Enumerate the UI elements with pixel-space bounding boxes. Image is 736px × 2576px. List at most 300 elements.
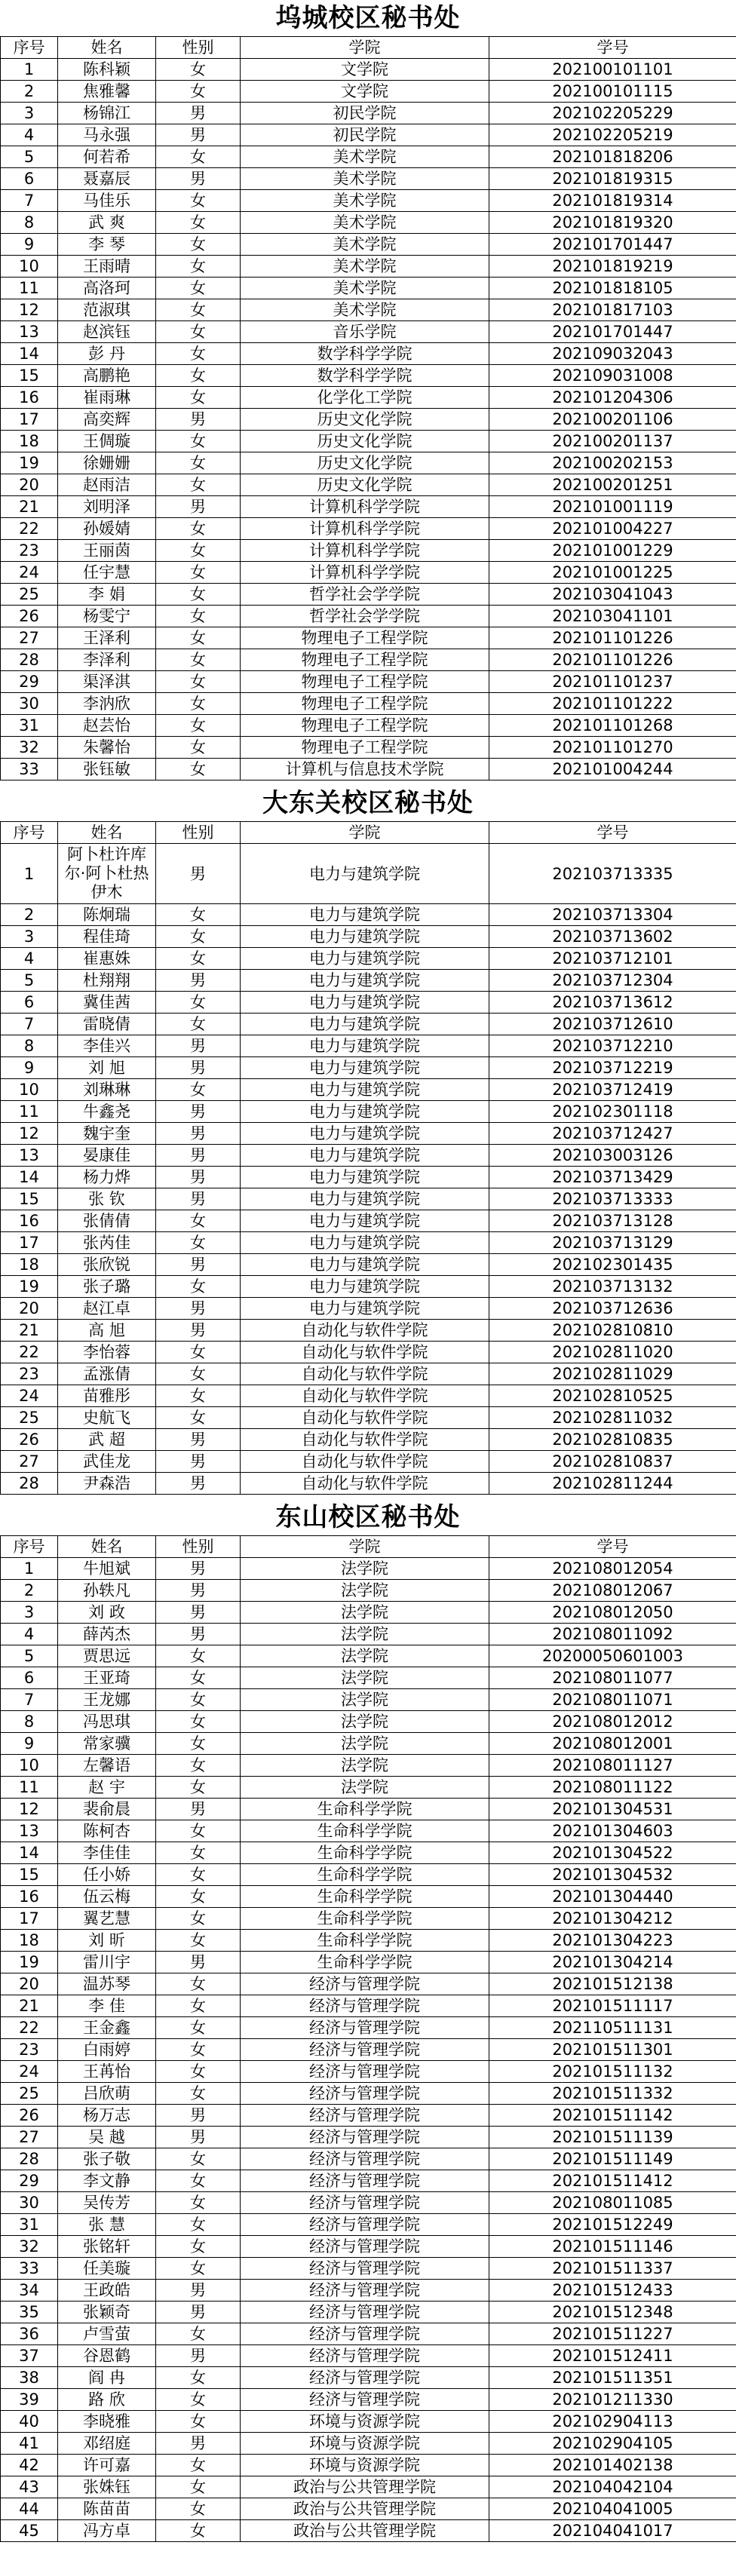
cell-college: 自动化与软件学院 bbox=[241, 1473, 489, 1495]
cell-student-id: 202108012054 bbox=[489, 1558, 736, 1580]
cell-seq: 14 bbox=[1, 1842, 58, 1864]
cell-college: 物理电子工程学院 bbox=[241, 715, 489, 737]
cell-seq: 19 bbox=[1, 1276, 58, 1298]
cell-college: 经济与管理学院 bbox=[241, 2258, 489, 2280]
cell-student-id: 202102811244 bbox=[489, 1473, 736, 1495]
cell-student-id: 202101818105 bbox=[489, 278, 736, 299]
cell-gender: 女 bbox=[156, 212, 241, 234]
cell-student-id: 202103713602 bbox=[489, 926, 736, 948]
cell-gender: 女 bbox=[156, 671, 241, 693]
table-row bbox=[1, 1385, 736, 1407]
table-row bbox=[1, 1864, 736, 1886]
cell-name: 牛旭斌 bbox=[58, 1558, 156, 1580]
cell-gender: 女 bbox=[156, 1973, 241, 1995]
cell-student-id: 202101304603 bbox=[489, 1820, 736, 1842]
cell-name: 陈柯杏 bbox=[58, 1820, 156, 1842]
cell-college: 经济与管理学院 bbox=[241, 2039, 489, 2061]
table-row bbox=[1, 2258, 736, 2280]
cell-college: 经济与管理学院 bbox=[241, 2148, 489, 2170]
cell-college: 美术学院 bbox=[241, 146, 489, 168]
cell-college: 自动化与软件学院 bbox=[241, 1342, 489, 1363]
column-header-student-id: 学号 bbox=[489, 1536, 736, 1558]
cell-seq: 9 bbox=[1, 1733, 58, 1755]
cell-seq: 14 bbox=[1, 1167, 58, 1188]
cell-college: 电力与建筑学院 bbox=[241, 1167, 489, 1188]
cell-gender: 女 bbox=[156, 1820, 241, 1842]
table-row bbox=[1, 1842, 736, 1864]
cell-student-id: 202101511117 bbox=[489, 1995, 736, 2017]
cell-seq: 17 bbox=[1, 1232, 58, 1254]
cell-college: 物理电子工程学院 bbox=[241, 693, 489, 715]
cell-gender: 男 bbox=[156, 1057, 241, 1079]
table-row bbox=[1, 1558, 736, 1580]
cell-seq: 15 bbox=[1, 1188, 58, 1210]
table-row bbox=[1, 2520, 736, 2542]
cell-gender: 女 bbox=[156, 2520, 241, 2542]
cell-student-id: 202108011127 bbox=[489, 1755, 736, 1777]
cell-name: 崔惠姝 bbox=[58, 948, 156, 970]
cell-gender: 女 bbox=[156, 2236, 241, 2258]
cell-student-id: 202104042104 bbox=[489, 2476, 736, 2498]
table-row bbox=[1, 2105, 736, 2127]
cell-gender: 女 bbox=[156, 343, 241, 365]
table-row bbox=[1, 992, 736, 1014]
cell-college: 经济与管理学院 bbox=[241, 2345, 489, 2367]
cell-college: 法学院 bbox=[241, 1624, 489, 1645]
cell-seq: 20 bbox=[1, 1298, 58, 1320]
cell-gender: 男 bbox=[156, 2280, 241, 2302]
cell-student-id: 202103041043 bbox=[489, 584, 736, 606]
cell-name: 吴 越 bbox=[58, 2127, 156, 2148]
cell-seq: 13 bbox=[1, 1820, 58, 1842]
cell-student-id: 202100201106 bbox=[489, 409, 736, 431]
cell-student-id: 202108012001 bbox=[489, 1733, 736, 1755]
cell-seq: 26 bbox=[1, 1429, 58, 1451]
cell-seq: 9 bbox=[1, 1057, 58, 1079]
table-row bbox=[1, 1908, 736, 1930]
cell-college: 自动化与软件学院 bbox=[241, 1407, 489, 1429]
cell-student-id: 202101101226 bbox=[489, 649, 736, 671]
cell-seq: 1 bbox=[1, 844, 58, 904]
cell-gender: 女 bbox=[156, 2192, 241, 2214]
cell-college: 音乐学院 bbox=[241, 321, 489, 343]
cell-college: 经济与管理学院 bbox=[241, 2280, 489, 2302]
section-title: 大东关校区秘书处 bbox=[262, 788, 474, 818]
cell-college: 电力与建筑学院 bbox=[241, 926, 489, 948]
cell-seq: 14 bbox=[1, 343, 58, 365]
cell-gender: 女 bbox=[156, 321, 241, 343]
cell-seq: 36 bbox=[1, 2323, 58, 2345]
cell-seq: 7 bbox=[1, 190, 58, 212]
cell-name: 李怡蓉 bbox=[58, 1342, 156, 1363]
table-row bbox=[1, 1799, 736, 1820]
cell-name: 雷川宇 bbox=[58, 1952, 156, 1973]
cell-gender: 男 bbox=[156, 168, 241, 190]
table-row bbox=[1, 1101, 736, 1123]
cell-name: 张铭轩 bbox=[58, 2236, 156, 2258]
cell-gender: 女 bbox=[156, 146, 241, 168]
cell-college: 自动化与软件学院 bbox=[241, 1385, 489, 1407]
cell-gender: 男 bbox=[156, 1952, 241, 1973]
cell-college: 生命科学学院 bbox=[241, 1952, 489, 1973]
cell-college: 电力与建筑学院 bbox=[241, 1057, 489, 1079]
cell-gender: 男 bbox=[156, 1580, 241, 1602]
cell-student-id: 202101512249 bbox=[489, 2214, 736, 2236]
column-header-seq: 序号 bbox=[1, 37, 58, 59]
cell-seq: 25 bbox=[1, 2083, 58, 2105]
cell-student-id: 202101304440 bbox=[489, 1886, 736, 1908]
cell-gender: 女 bbox=[156, 1232, 241, 1254]
table-row bbox=[1, 452, 736, 474]
table-row bbox=[1, 1973, 736, 1995]
cell-college: 自动化与软件学院 bbox=[241, 1320, 489, 1342]
cell-gender: 男 bbox=[156, 2127, 241, 2148]
header-row bbox=[1, 1536, 736, 1558]
cell-name: 李文静 bbox=[58, 2170, 156, 2192]
cell-seq: 25 bbox=[1, 584, 58, 606]
cell-name: 王金鑫 bbox=[58, 2017, 156, 2039]
cell-name: 雷晓倩 bbox=[58, 1014, 156, 1035]
cell-gender: 男 bbox=[156, 1254, 241, 1276]
cell-student-id: 202101304522 bbox=[489, 1842, 736, 1864]
cell-college: 环境与资源学院 bbox=[241, 2455, 489, 2476]
cell-gender: 女 bbox=[156, 540, 241, 562]
cell-name: 王倜璇 bbox=[58, 431, 156, 452]
section-title: 坞城校区秘书处 bbox=[275, 3, 461, 33]
cell-name: 孙轶凡 bbox=[58, 1580, 156, 1602]
cell-name: 张倩倩 bbox=[58, 1210, 156, 1232]
cell-student-id: 202101101226 bbox=[489, 627, 736, 649]
cell-name: 张姝钰 bbox=[58, 2476, 156, 2498]
cell-college: 计算机科学学院 bbox=[241, 518, 489, 540]
cell-seq: 20 bbox=[1, 1973, 58, 1995]
column-header-seq: 序号 bbox=[1, 1536, 58, 1558]
cell-student-id: 202103712610 bbox=[489, 1014, 736, 1035]
cell-name: 程佳琦 bbox=[58, 926, 156, 948]
cell-seq: 34 bbox=[1, 2280, 58, 2302]
cell-student-id: 202100201137 bbox=[489, 431, 736, 452]
cell-student-id: 202101402138 bbox=[489, 2455, 736, 2476]
cell-college: 初民学院 bbox=[241, 124, 489, 146]
cell-gender: 女 bbox=[156, 1733, 241, 1755]
cell-seq: 18 bbox=[1, 1930, 58, 1952]
cell-gender: 男 bbox=[156, 2302, 241, 2323]
column-header-name: 姓名 bbox=[58, 822, 156, 844]
cell-name: 李晓雅 bbox=[58, 2411, 156, 2433]
cell-name: 朱馨怡 bbox=[58, 737, 156, 759]
cell-gender: 女 bbox=[156, 431, 241, 452]
header-row bbox=[1, 37, 736, 59]
cell-gender: 女 bbox=[156, 256, 241, 278]
cell-gender: 女 bbox=[156, 1667, 241, 1689]
cell-student-id: 202101512411 bbox=[489, 2345, 736, 2367]
table-row bbox=[1, 2280, 736, 2302]
table-row bbox=[1, 2389, 736, 2411]
cell-student-id: 202108012067 bbox=[489, 1580, 736, 1602]
cell-gender: 女 bbox=[156, 365, 241, 387]
cell-student-id: 202103713304 bbox=[489, 904, 736, 926]
cell-gender: 男 bbox=[156, 1035, 241, 1057]
cell-name: 吴传芳 bbox=[58, 2192, 156, 2214]
cell-name: 牛鑫尧 bbox=[58, 1101, 156, 1123]
table-row bbox=[1, 2455, 736, 2476]
cell-name: 晏康佳 bbox=[58, 1145, 156, 1167]
cell-student-id: 202100201251 bbox=[489, 474, 736, 496]
cell-gender: 女 bbox=[156, 992, 241, 1014]
cell-name: 赵芸怡 bbox=[58, 715, 156, 737]
cell-gender: 男 bbox=[156, 124, 241, 146]
cell-college: 经济与管理学院 bbox=[241, 2105, 489, 2127]
table-row bbox=[1, 1602, 736, 1624]
cell-college: 经济与管理学院 bbox=[241, 2214, 489, 2236]
cell-seq: 18 bbox=[1, 431, 58, 452]
cell-seq: 27 bbox=[1, 2127, 58, 2148]
table-row bbox=[1, 1473, 736, 1495]
cell-seq: 22 bbox=[1, 2017, 58, 2039]
cell-seq: 24 bbox=[1, 562, 58, 584]
table-row bbox=[1, 496, 736, 518]
cell-student-id: 202101511412 bbox=[489, 2170, 736, 2192]
cell-gender: 女 bbox=[156, 2039, 241, 2061]
cell-seq: 23 bbox=[1, 1363, 58, 1385]
cell-student-id: 202103712419 bbox=[489, 1079, 736, 1101]
cell-seq: 11 bbox=[1, 1777, 58, 1799]
cell-name: 刘琳琳 bbox=[58, 1079, 156, 1101]
cell-college: 经济与管理学院 bbox=[241, 2192, 489, 2214]
cell-gender: 女 bbox=[156, 1645, 241, 1667]
cell-student-id: 202101304531 bbox=[489, 1799, 736, 1820]
cell-name: 刘 旭 bbox=[58, 1057, 156, 1079]
cell-gender: 女 bbox=[156, 1210, 241, 1232]
cell-gender: 女 bbox=[156, 759, 241, 780]
cell-student-id: 202102811032 bbox=[489, 1407, 736, 1429]
cell-name: 张 钦 bbox=[58, 1188, 156, 1210]
cell-gender: 男 bbox=[156, 844, 241, 904]
cell-gender: 男 bbox=[156, 1558, 241, 1580]
cell-seq: 4 bbox=[1, 948, 58, 970]
cell-name: 苗雅彤 bbox=[58, 1385, 156, 1407]
cell-college: 数学科学学院 bbox=[241, 343, 489, 365]
cell-name: 高奕辉 bbox=[58, 409, 156, 431]
cell-college: 法学院 bbox=[241, 1558, 489, 1580]
table-row bbox=[1, 146, 736, 168]
table-row bbox=[1, 1210, 736, 1232]
table-row bbox=[1, 1298, 736, 1320]
table-row bbox=[1, 1057, 736, 1079]
cell-name: 魏宇奎 bbox=[58, 1123, 156, 1145]
table-row bbox=[1, 321, 736, 343]
cell-seq: 24 bbox=[1, 1385, 58, 1407]
cell-seq: 43 bbox=[1, 2476, 58, 2498]
cell-gender: 女 bbox=[156, 2061, 241, 2083]
column-header-gender: 性别 bbox=[156, 37, 241, 59]
cell-student-id: 202103712210 bbox=[489, 1035, 736, 1057]
cell-gender: 男 bbox=[156, 1298, 241, 1320]
cell-gender: 女 bbox=[156, 904, 241, 926]
table-row bbox=[1, 2367, 736, 2389]
cell-gender: 女 bbox=[156, 1755, 241, 1777]
cell-college: 计算机科学学院 bbox=[241, 540, 489, 562]
cell-gender: 男 bbox=[156, 1624, 241, 1645]
cell-college: 经济与管理学院 bbox=[241, 2061, 489, 2083]
cell-name: 李佳兴 bbox=[58, 1035, 156, 1057]
cell-name: 左馨语 bbox=[58, 1755, 156, 1777]
cell-student-id: 202101511146 bbox=[489, 2236, 736, 2258]
cell-student-id: 202101004227 bbox=[489, 518, 736, 540]
cell-college: 经济与管理学院 bbox=[241, 2302, 489, 2323]
cell-seq: 4 bbox=[1, 1624, 58, 1645]
table-row bbox=[1, 278, 736, 299]
cell-college: 生命科学学院 bbox=[241, 1908, 489, 1930]
cell-name: 张钰敏 bbox=[58, 759, 156, 780]
cell-gender: 女 bbox=[156, 387, 241, 409]
cell-name: 赵江卓 bbox=[58, 1298, 156, 1320]
cell-seq: 2 bbox=[1, 1580, 58, 1602]
cell-seq: 2 bbox=[1, 81, 58, 103]
table-row bbox=[1, 1886, 736, 1908]
cell-college: 法学院 bbox=[241, 1733, 489, 1755]
cell-student-id: 202101004244 bbox=[489, 759, 736, 780]
cell-gender: 女 bbox=[156, 2170, 241, 2192]
cell-college: 法学院 bbox=[241, 1755, 489, 1777]
cell-student-id: 202101511337 bbox=[489, 2258, 736, 2280]
table-row bbox=[1, 759, 736, 780]
table-row bbox=[1, 1014, 736, 1035]
cell-seq: 9 bbox=[1, 234, 58, 256]
table-row bbox=[1, 671, 736, 693]
cell-seq: 16 bbox=[1, 387, 58, 409]
cell-name: 刘 政 bbox=[58, 1602, 156, 1624]
table-row bbox=[1, 1820, 736, 1842]
cell-college: 自动化与软件学院 bbox=[241, 1429, 489, 1451]
cell-name: 李 娟 bbox=[58, 584, 156, 606]
cell-seq: 8 bbox=[1, 1035, 58, 1057]
cell-gender: 女 bbox=[156, 737, 241, 759]
cell-student-id: 202101211330 bbox=[489, 2389, 736, 2411]
cell-name: 彭 丹 bbox=[58, 343, 156, 365]
cell-student-id: 202101512138 bbox=[489, 1973, 736, 1995]
table-row bbox=[1, 365, 736, 387]
cell-student-id: 202103713128 bbox=[489, 1210, 736, 1232]
cell-student-id: 202101204306 bbox=[489, 387, 736, 409]
cell-student-id: 202101304214 bbox=[489, 1952, 736, 1973]
cell-college: 计算机与信息技术学院 bbox=[241, 759, 489, 780]
column-header-seq: 序号 bbox=[1, 822, 58, 844]
cell-gender: 女 bbox=[156, 59, 241, 81]
table-row bbox=[1, 2236, 736, 2258]
cell-name: 李汭欣 bbox=[58, 693, 156, 715]
cell-student-id: 202103712304 bbox=[489, 970, 736, 992]
cell-college: 电力与建筑学院 bbox=[241, 1188, 489, 1210]
cell-name: 刘明泽 bbox=[58, 496, 156, 518]
cell-student-id: 202108011122 bbox=[489, 1777, 736, 1799]
table-row bbox=[1, 2170, 736, 2192]
cell-student-id: 202101819219 bbox=[489, 256, 736, 278]
cell-name: 孟涨倩 bbox=[58, 1363, 156, 1385]
cell-name: 许可嘉 bbox=[58, 2455, 156, 2476]
cell-student-id: 202104041017 bbox=[489, 2520, 736, 2542]
cell-college: 经济与管理学院 bbox=[241, 2170, 489, 2192]
cell-name: 武佳龙 bbox=[58, 1451, 156, 1473]
cell-college: 经济与管理学院 bbox=[241, 2127, 489, 2148]
cell-gender: 女 bbox=[156, 234, 241, 256]
table-row bbox=[1, 2061, 736, 2083]
cell-student-id: 202101511301 bbox=[489, 2039, 736, 2061]
header-row bbox=[1, 822, 736, 844]
cell-seq: 29 bbox=[1, 2170, 58, 2192]
cell-gender: 女 bbox=[156, 2411, 241, 2433]
cell-college: 哲学社会学学院 bbox=[241, 606, 489, 627]
cell-gender: 女 bbox=[156, 1407, 241, 1429]
cell-name: 张芮佳 bbox=[58, 1232, 156, 1254]
cell-seq: 5 bbox=[1, 146, 58, 168]
cell-college: 美术学院 bbox=[241, 168, 489, 190]
cell-seq: 16 bbox=[1, 1886, 58, 1908]
cell-seq: 37 bbox=[1, 2345, 58, 2367]
table-row bbox=[1, 1232, 736, 1254]
table-row bbox=[1, 1624, 736, 1645]
cell-gender: 女 bbox=[156, 948, 241, 970]
cell-name: 裴俞晨 bbox=[58, 1799, 156, 1820]
cell-gender: 女 bbox=[156, 1995, 241, 2017]
cell-seq: 1 bbox=[1, 1558, 58, 1580]
cell-gender: 女 bbox=[156, 2498, 241, 2520]
cell-college: 电力与建筑学院 bbox=[241, 992, 489, 1014]
cell-name: 白雨婷 bbox=[58, 2039, 156, 2061]
table-row bbox=[1, 59, 736, 81]
cell-gender: 女 bbox=[156, 1689, 241, 1711]
cell-college: 生命科学学院 bbox=[241, 1930, 489, 1952]
table-row bbox=[1, 2302, 736, 2323]
cell-student-id: 202101819320 bbox=[489, 212, 736, 234]
cell-student-id: 202108011071 bbox=[489, 1689, 736, 1711]
cell-gender: 女 bbox=[156, 1886, 241, 1908]
cell-seq: 28 bbox=[1, 1473, 58, 1495]
cell-name: 李 佳 bbox=[58, 1995, 156, 2017]
cell-student-id: 202101512348 bbox=[489, 2302, 736, 2323]
cell-name: 刘 昕 bbox=[58, 1930, 156, 1952]
cell-student-id: 202102810837 bbox=[489, 1451, 736, 1473]
cell-college: 法学院 bbox=[241, 1689, 489, 1711]
cell-name: 王苒怡 bbox=[58, 2061, 156, 2083]
cell-student-id: 202108011092 bbox=[489, 1624, 736, 1645]
cell-college: 美术学院 bbox=[241, 278, 489, 299]
cell-seq: 6 bbox=[1, 1667, 58, 1689]
cell-name: 冯方卓 bbox=[58, 2520, 156, 2542]
table-row bbox=[1, 1733, 736, 1755]
cell-seq: 30 bbox=[1, 2192, 58, 2214]
cell-college: 电力与建筑学院 bbox=[241, 970, 489, 992]
table-row bbox=[1, 1645, 736, 1667]
table-row bbox=[1, 518, 736, 540]
cell-gender: 女 bbox=[156, 2017, 241, 2039]
cell-seq: 8 bbox=[1, 1711, 58, 1733]
cell-student-id: 202103713129 bbox=[489, 1232, 736, 1254]
cell-gender: 男 bbox=[156, 1320, 241, 1342]
cell-student-id: 202101101268 bbox=[489, 715, 736, 737]
cell-name: 尹森浩 bbox=[58, 1473, 156, 1495]
cell-name: 史航飞 bbox=[58, 1407, 156, 1429]
cell-gender: 女 bbox=[156, 1930, 241, 1952]
table-row bbox=[1, 1667, 736, 1689]
table-row bbox=[1, 970, 736, 992]
cell-college: 政治与公共管理学院 bbox=[241, 2498, 489, 2520]
cell-student-id: 202101101270 bbox=[489, 737, 736, 759]
column-header-college: 学院 bbox=[241, 822, 489, 844]
table-row bbox=[1, 1123, 736, 1145]
cell-name: 李 琴 bbox=[58, 234, 156, 256]
cell-seq: 27 bbox=[1, 627, 58, 649]
